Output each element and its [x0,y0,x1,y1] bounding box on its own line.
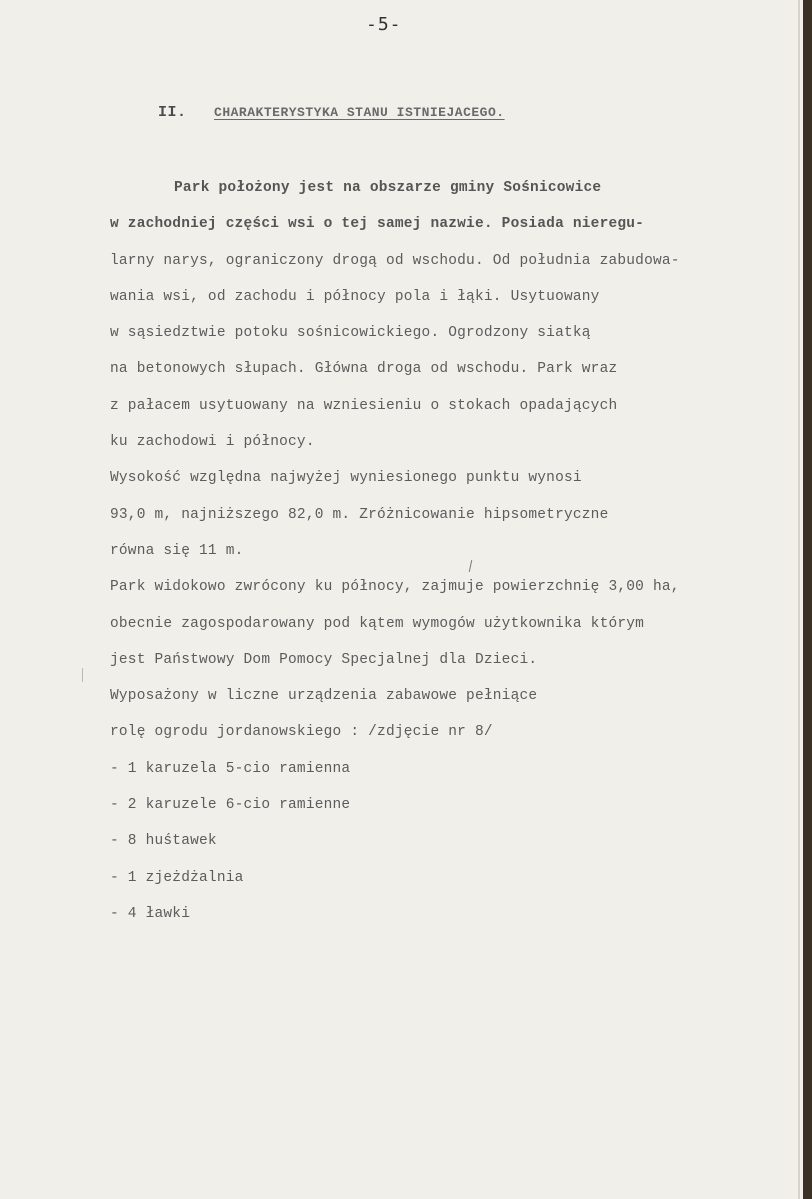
text-line: rolę ogrodu jordanowskiego : /zdjęcie nr 8/ [110,724,493,741]
list-item: - 4 ławki [110,905,191,922]
text-line: larny narys, ograniczony drogą od wschodu. Od południa zabudowa- [110,252,680,269]
text-line: na betonowych słupach. Główna droga od wschodu. Park wraz [110,361,618,378]
text-line: Park widokowo zwrócony ku północy, zajmuje powierzchnię 3,00 ha, [110,579,680,596]
text-line: wania wsi, od zachodu i północy pola i łąki. Usytuowany [110,288,600,305]
equipment-list [110,754,800,935]
text-line: ku zachodowi i północy. [110,434,315,451]
list-item: - 1 karuzela 5-cio ramienna [110,760,351,777]
section-title: CHARAKTERYSTYKA STANU ISTNIEJACEGO. [214,105,505,120]
text-line: w sąsiedztwie potoku sośnicowickiego. Ogrodzony siatką [110,325,591,342]
scan-artifact [82,668,83,682]
document-body [110,173,800,935]
text-line: Wyposażony w liczne urządzenia zabawowe pełniące [110,688,538,705]
text-line: obecnie zagospodarowany pod kątem wymogów użytkownika którym [110,615,645,632]
list-item: - 1 zjeżdżalnia [110,869,244,886]
text-line: 93,0 m, najniższego 82,0 m. Zróżnicowanie hipsometryczne [110,506,609,523]
text-line: w zachodniej części wsi o tej samej nazwie. Posiada nieregu- [110,216,645,233]
text-line: jest Państwowy Dom Pomocy Specjalnej dla Dzieci. [110,651,538,668]
text-line: równa się 11 m. [110,542,244,559]
list-item: - 2 karuzele 6-cio ramienne [110,797,351,814]
text-line: z pałacem usytuowany na wzniesieniu o stokach opadających [110,397,618,414]
text-line: Wysokość względna najwyżej wyniesionego punktu wynosi [110,470,582,487]
list-item: - 8 huśtawek [110,833,217,850]
page-edge [803,0,812,1199]
section-heading [158,104,505,121]
section-number: II. [158,104,187,121]
text-line: Park położony jest na obszarze gminy Sośnicowice [174,180,602,196]
page-number: -5- [366,14,402,35]
